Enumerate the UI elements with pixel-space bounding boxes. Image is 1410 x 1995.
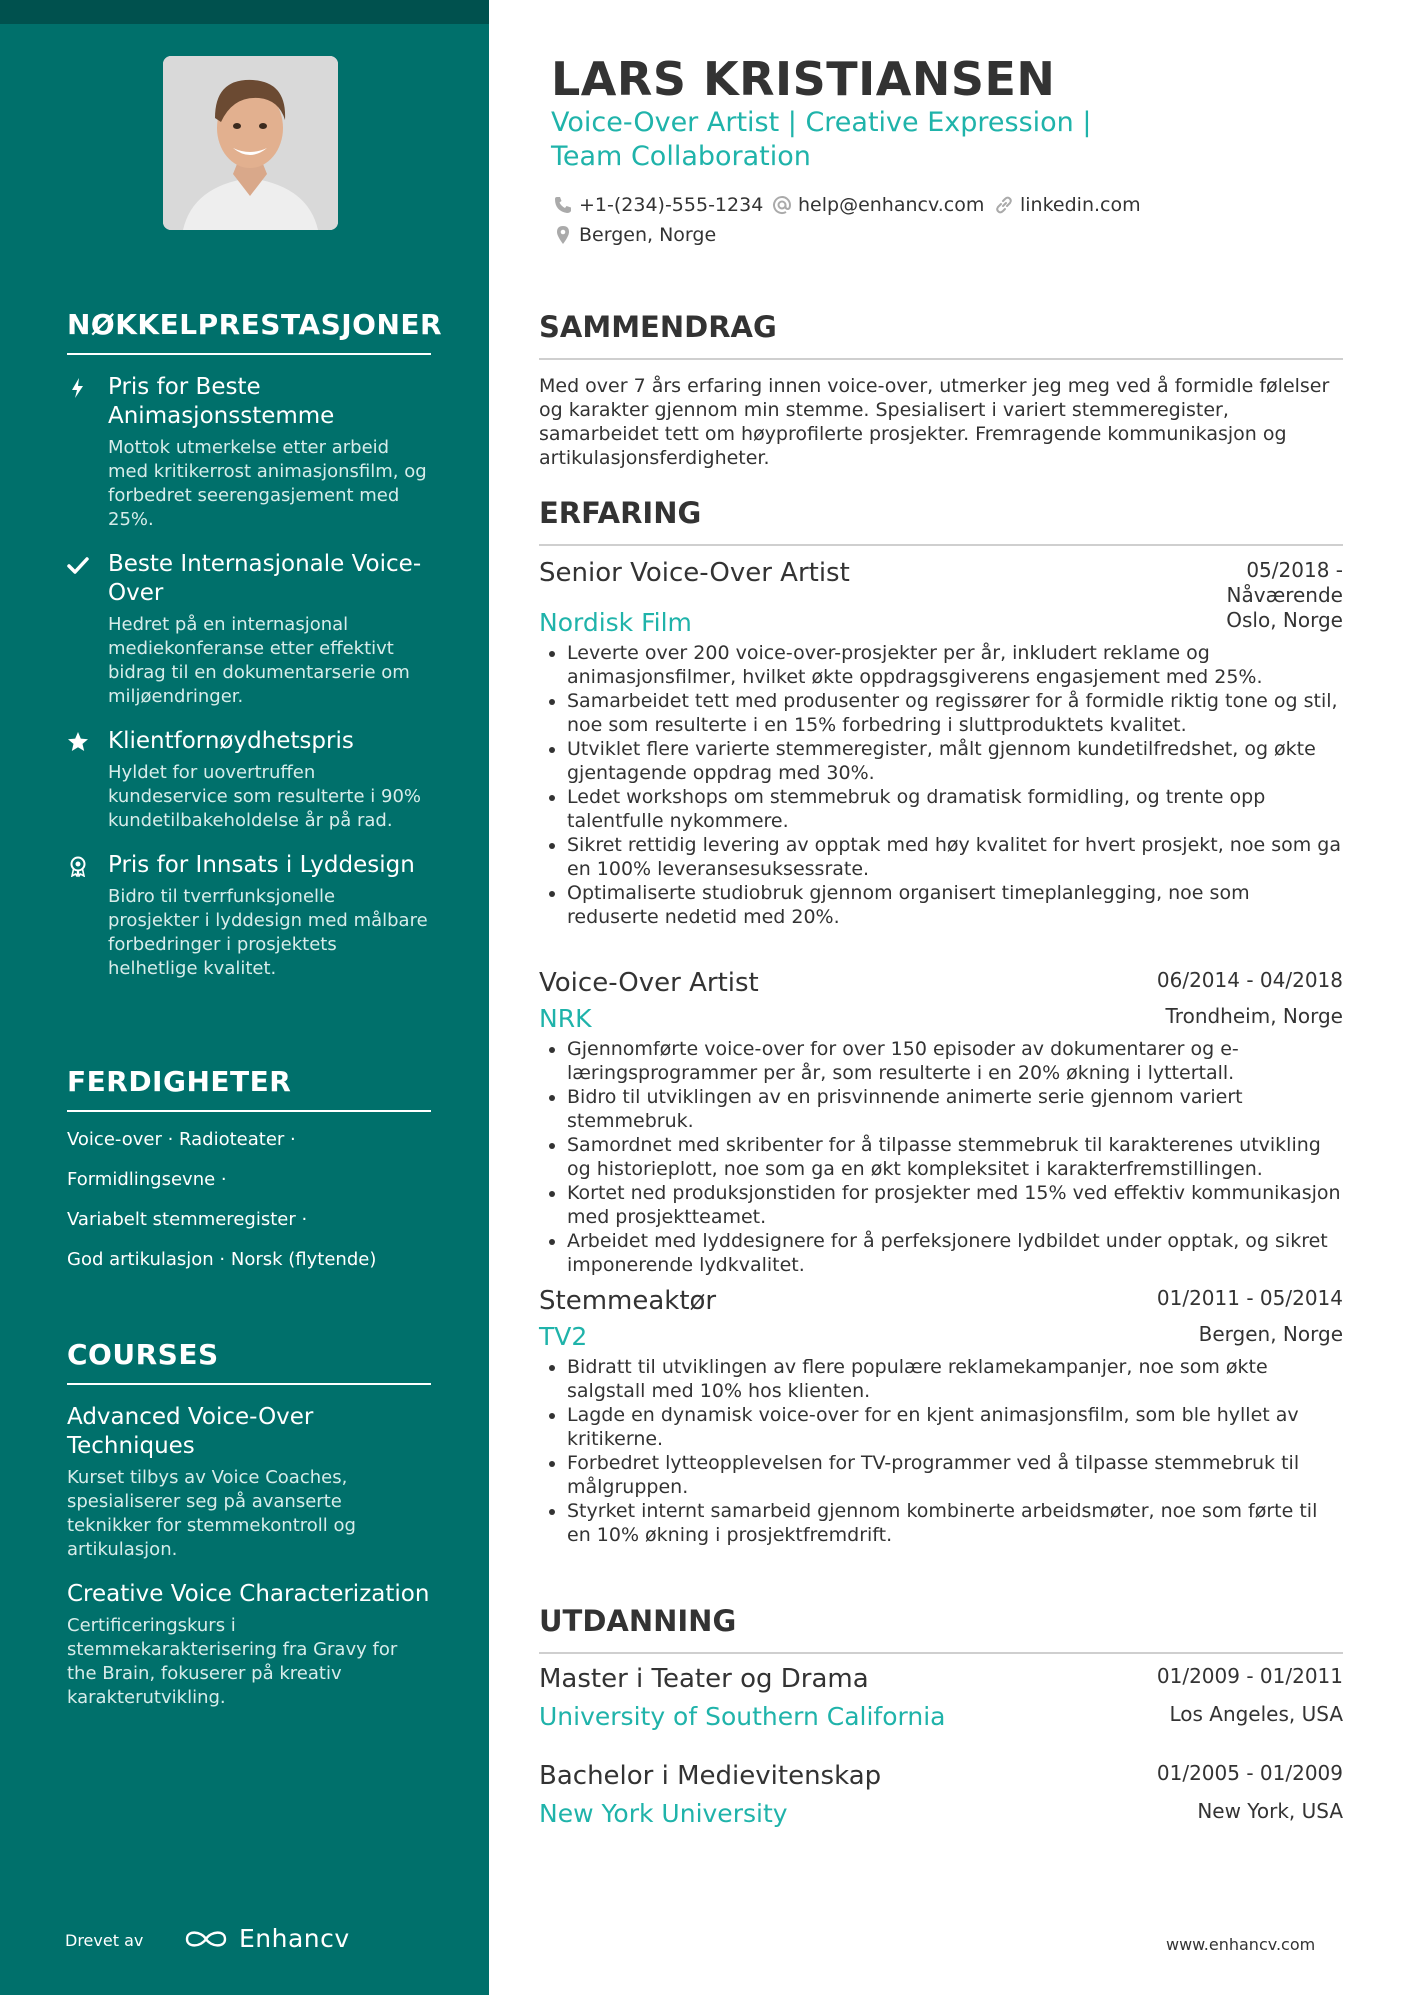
- job-bullet: • Kortet ned produksjonstiden for prosjekter med 15% ved effektiv kommunikasjon med prosjektteamet.: [567, 1181, 1343, 1229]
- experience-title: ERFARING: [539, 496, 1343, 546]
- email-address: help@enhancv.com: [798, 194, 985, 216]
- achievement-item: [67, 851, 431, 981]
- degree-title: Bachelor i Medievitenskap: [539, 1761, 882, 1791]
- job-date: 01/2011 - 05/2014: [1156, 1286, 1343, 1310]
- skills-section: [67, 1065, 431, 1272]
- company-name: Nordisk Film: [539, 608, 692, 637]
- achievement-description: Mottok utmerkelse etter arbeid med kritikerrost animasjonsfilm, og forbedret seerengasjement med 25%.: [108, 437, 427, 530]
- experience-item: [539, 968, 1343, 1277]
- sidebar: [0, 0, 489, 1995]
- education-date: 01/2005 - 01/2009: [1156, 1761, 1343, 1785]
- location-text: Bergen, Norge: [579, 224, 717, 246]
- skills-title: FERDIGHETER: [67, 1065, 431, 1112]
- job-bullets: [539, 1037, 1343, 1277]
- checkmark-icon: [67, 554, 89, 576]
- job-bullet: • Utviklet flere varierte stemmeregister, målt gjennom kundetilfredshet, og økte gjentagende oppdrag med 30%.: [567, 737, 1343, 785]
- achievements-section: [67, 308, 443, 981]
- job-bullet: • Bidro til utviklingen av en prisvinnende animerte serie gjennom variert stemmebruk.: [567, 1085, 1343, 1133]
- education-item: [539, 1761, 1343, 1828]
- achievement-item: [67, 373, 431, 532]
- job-bullet: • Lagde en dynamisk voice-over for en kjent animasjonsfilm, som ble hyllet av kritikerne.: [567, 1403, 1343, 1451]
- contact-location: [553, 224, 716, 246]
- school-location: Los Angeles, USA: [1169, 1702, 1343, 1726]
- job-bullet: • Samordnet med skribenter for å tilpasse stemmebruk til karakterenes utvikling og historieplott, noe som ga en økt kompleksitet i karakterfremstillingen.: [567, 1133, 1343, 1181]
- candidate-tagline: Voice-Over Artist | Creative Expression | Team Collaboration: [551, 107, 1092, 172]
- skills-line: Variabelt stemmeregister ·: [67, 1209, 308, 1230]
- link-icon: [994, 195, 1014, 215]
- job-title: Voice-Over Artist: [539, 968, 759, 998]
- job-bullet: • Samarbeidet tett med produsenter og regissører for å formidle riktig tone og stil, noe som resulterte i en 15% forbedring i sluttproduktets kvalitet.: [567, 689, 1343, 737]
- job-date-end: Nåværende: [1226, 583, 1343, 607]
- contact-linkedin[interactable]: [994, 194, 1141, 216]
- achievement-item: [67, 727, 431, 833]
- course-title: Creative Voice Characterization: [67, 1581, 430, 1607]
- at-sign-icon: [772, 195, 792, 215]
- brand-name: Enhancv: [239, 1924, 350, 1953]
- job-title: Senior Voice-Over Artist: [539, 558, 850, 588]
- courses-title: COURSES: [67, 1338, 431, 1385]
- job-date-start: 05/2018 -: [1246, 558, 1343, 582]
- achievements-title: NØKKELPRESTASJONER: [67, 308, 431, 355]
- achievement-title: Klientfornøydhetspris: [108, 728, 354, 754]
- course-title: Advanced Voice-Over Techniques: [67, 1404, 314, 1459]
- achievement-title: Pris for Beste Animasjonsstemme: [108, 374, 335, 429]
- education-title: UTDANNING: [539, 1604, 1343, 1654]
- courses-section: [67, 1338, 431, 1710]
- education-date: 01/2009 - 01/2011: [1156, 1664, 1343, 1688]
- phone-number: +1-(234)-555-1234: [579, 194, 764, 216]
- achievement-description: Hyldet for uovertruffen kundeservice som resulterte i 90% kundetilbakeholdelse år på rad.: [108, 762, 422, 831]
- job-location: Trondheim, Norge: [1165, 1004, 1343, 1028]
- job-bullet: • Styrket internt samarbeid gjennom kombinerte arbeidsmøter, noe som førte til en 10% økning i prosjektfremdrift.: [567, 1499, 1343, 1547]
- location-pin-icon: [553, 225, 573, 245]
- job-bullet: • Bidratt til utviklingen av flere populære reklamekampanjer, noe som økte salgstall med 10% hos klienten.: [567, 1355, 1343, 1403]
- contact-phone: [553, 194, 763, 216]
- lightning-icon: [67, 377, 89, 399]
- job-bullet: • Gjennomførte voice-over for over 150 episoder av dokumentarer og e-læringsprogrammer per år, som resulterte i en 20% økning i lyttertall.: [567, 1037, 1343, 1085]
- experience-item: [539, 1286, 1343, 1547]
- school-name: University of Southern California: [539, 1702, 946, 1731]
- job-title: Stemmeaktør: [539, 1286, 717, 1316]
- summary-text: Med over 7 års erfaring innen voice-over, utmerker jeg meg ved å formidle følelser og karakter gjennom min stemme. Spesialisert i variert stemmeregister, samarbeidet tett om høyprofilerte prosjekter. Fremragende kommunikasjon og artikulasjonsferdigheter.: [539, 375, 1330, 469]
- profile-photo: [163, 56, 338, 230]
- skills-line: Voice-over · Radioteater ·: [67, 1129, 296, 1150]
- linkedin-url: linkedin.com: [1020, 194, 1141, 216]
- company-name: NRK: [539, 1004, 592, 1033]
- job-bullet: • Sikret rettidig levering av opptak med høy kvalitet for hvert prosjekt, noe som ga en 100% leveransesuksessrate.: [567, 833, 1343, 881]
- job-bullet: • Ledet workshops om stemmebruk og dramatisk formidling, og trente opp talentfulle nykommere.: [567, 785, 1343, 833]
- education-item: [539, 1664, 1343, 1731]
- phone-icon: [553, 195, 573, 215]
- achievement-description: Bidro til tverrfunksjonelle prosjekter i lyddesign med målbare forbedringer i prosjektets helhetlige kvalitet.: [108, 886, 428, 979]
- job-bullet: • Arbeidet med lyddesignere for å perfeksjonere lydbildet under opptak, og sikret imponerende lydkvalitet.: [567, 1229, 1343, 1277]
- sidebar-top-bar: [0, 0, 489, 24]
- job-location: Oslo, Norge: [1226, 608, 1343, 632]
- company-name: TV2: [539, 1322, 588, 1351]
- star-icon: [67, 731, 89, 753]
- job-bullets: [539, 1355, 1343, 1547]
- course-description: Certificeringskurs i stemmekarakterisering fra Gravy for the Brain, fokuserer på kreativ karakterutvikling.: [67, 1615, 398, 1708]
- job-date: [1227, 558, 1343, 608]
- skills-line: Formidlingsevne ·: [67, 1169, 227, 1190]
- job-bullet: • Optimaliserte studiobruk gjennom organisert timeplanlegging, noe som reduserte nedetid med 20%.: [567, 881, 1343, 929]
- job-bullet: • Forbedret lytteopplevelsen for TV-programmer ved å tilpasse stemmebruk til målgruppen.: [567, 1451, 1343, 1499]
- job-location: Bergen, Norge: [1198, 1322, 1343, 1346]
- course-item: [67, 1580, 431, 1710]
- school-name: New York University: [539, 1799, 788, 1828]
- job-bullet: • Leverte over 200 voice-over-prosjekter per år, inkludert reklame og animasjonsfilmer, hvilket økte oppdragsgiverens engasjement med 25%.: [567, 641, 1343, 689]
- summary-title: SAMMENDRAG: [539, 310, 1343, 360]
- experience-item: [539, 558, 1343, 929]
- infinity-logo-icon: [183, 1927, 229, 1951]
- school-location: New York, USA: [1197, 1799, 1343, 1823]
- enhancv-logo[interactable]: [183, 1924, 350, 1953]
- contact-email[interactable]: [772, 194, 984, 216]
- candidate-name: LARS KRISTIANSEN: [551, 52, 1056, 106]
- achievement-title: Pris for Innsats i Lyddesign: [108, 852, 415, 878]
- job-date: 06/2014 - 04/2018: [1156, 968, 1343, 992]
- job-bullets: [539, 641, 1343, 929]
- course-description: Kurset tilbys av Voice Coaches, spesialiserer seg på avanserte teknikker for stemmekontroll og artikulasjon.: [67, 1467, 356, 1560]
- degree-title: Master i Teater og Drama: [539, 1664, 869, 1694]
- skills-line: God artikulasjon · Norsk (flytende): [67, 1249, 377, 1270]
- powered-by-label: Drevet av: [65, 1931, 144, 1950]
- achievement-item: [67, 550, 431, 709]
- course-item: [67, 1403, 431, 1562]
- achievement-title: Beste Internasjonale Voice-Over: [108, 551, 422, 606]
- footer-url[interactable]: www.enhancv.com: [1166, 1935, 1316, 1954]
- achievement-description: Hedret på en internasjonal mediekonferanse etter effektivt bidrag til en dokumentarserie om miljøendringer.: [108, 614, 410, 707]
- award-icon: [67, 855, 89, 877]
